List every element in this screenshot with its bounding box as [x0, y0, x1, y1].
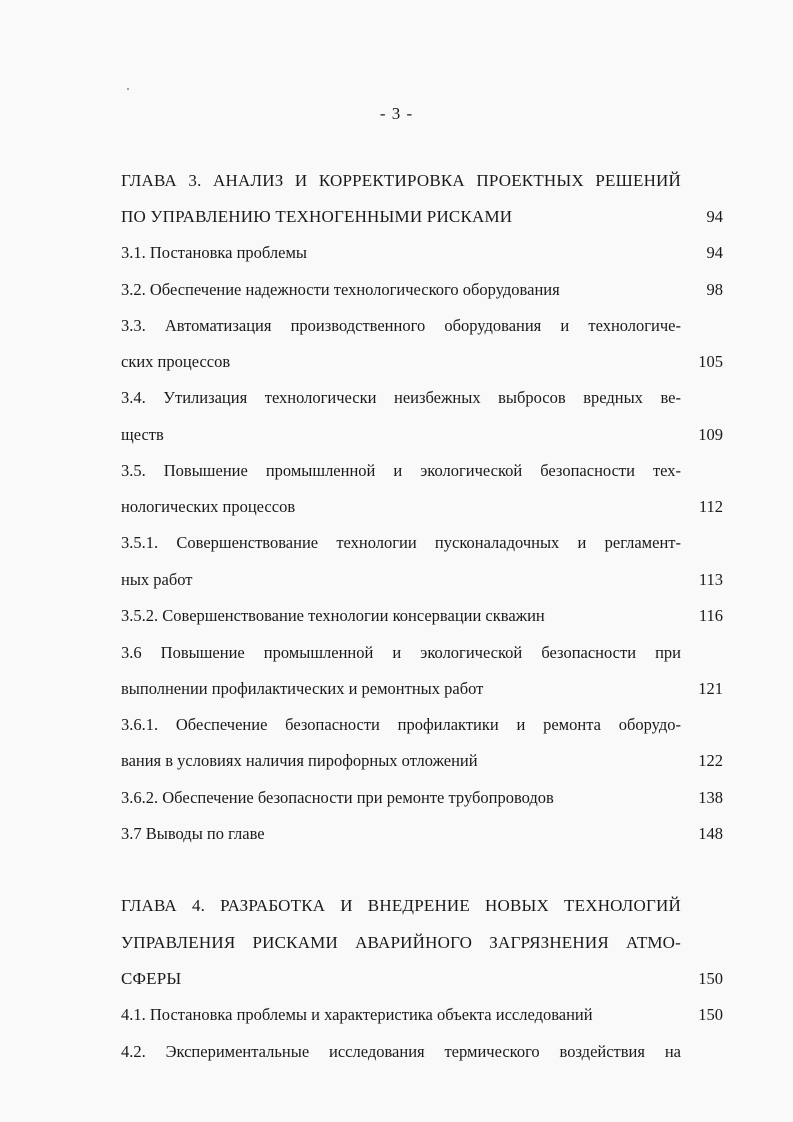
toc-line-page: 113	[698, 570, 723, 589]
toc-line-text: нологических процессов	[121, 497, 296, 516]
toc-line-page: 109	[698, 425, 723, 444]
toc-line	[121, 384, 721, 412]
toc-line	[121, 675, 721, 703]
toc-line-text: 3.2. Обеспечение надежности технологического оборудования	[121, 280, 560, 299]
toc-line-page: 122	[698, 751, 723, 770]
toc-line-text: ПО УПРАВЛЕНИЮ ТЕХНОГЕННЫМИ РИСКАМИ	[121, 207, 513, 226]
toc-line-text: УПРАВЛЕНИЯ РИСКАМИ АВАРИЙНОГО ЗАГРЯЗНЕНИЯ АТМО-	[121, 933, 681, 952]
toc-line-page: 98	[706, 280, 723, 299]
toc-line-page: 105	[698, 352, 723, 371]
toc-line-page: 150	[698, 1005, 723, 1024]
toc-line-text: 3.5. Повышение промышленной и экологической безопасности тех-	[121, 461, 681, 480]
toc-line	[121, 639, 721, 667]
toc-line	[121, 602, 721, 630]
toc-line	[121, 493, 721, 521]
toc-line-text: ских процессов	[121, 352, 231, 371]
toc-line	[121, 312, 721, 340]
toc-line-page: 94	[706, 243, 723, 262]
toc-line	[121, 239, 721, 267]
toc-line-text: 3.5.2. Совершенствование технологии консервации скважин	[121, 606, 545, 625]
scan-speck	[127, 88, 129, 90]
toc-line-text: выполнении профилактических и ремонтных работ	[121, 679, 484, 698]
toc-line-text: 3.4. Утилизация технологически неизбежных выбросов вредных ве-	[121, 388, 681, 407]
toc-line-text: вания в условиях наличия пирофорных отложений	[121, 751, 478, 770]
toc-line	[121, 348, 721, 376]
toc-line-text: ГЛАВА 3. АНАЛИЗ И КОРРЕКТИРОВКА ПРОЕКТНЫХ РЕШЕНИЙ	[121, 171, 681, 190]
toc-line	[121, 965, 721, 993]
toc-line	[121, 892, 721, 920]
toc-line-text: 3.1. Постановка проблемы	[121, 243, 307, 262]
toc-line	[121, 421, 721, 449]
toc-line-text: 3.3. Автоматизация производственного оборудования и технологиче-	[121, 316, 681, 335]
toc-line	[121, 1001, 721, 1029]
toc-line	[121, 457, 721, 485]
toc-line	[121, 711, 721, 739]
toc-line-text: СФЕРЫ	[121, 969, 182, 988]
toc-line-text: 3.5.1. Совершенствование технологии пусконаладочных и регламент-	[121, 533, 681, 552]
toc-line	[121, 167, 721, 195]
toc-line-page: 116	[698, 606, 723, 625]
toc-line-text: ных работ	[121, 570, 193, 589]
toc-line-page: 112	[698, 497, 723, 516]
toc-line-text: 3.7 Выводы по главе	[121, 824, 265, 843]
toc-line-text: 4.2. Экспериментальные исследования термического воздействия на	[121, 1042, 681, 1061]
toc-line-page: 94	[706, 207, 723, 226]
toc-line	[121, 276, 721, 304]
toc-line-page: 150	[698, 969, 723, 988]
page-number: - 3 -	[379, 104, 414, 123]
toc-line	[121, 929, 721, 957]
toc-line-text: 4.1. Постановка проблемы и характеристика объекта исследований	[121, 1005, 593, 1024]
toc-line	[121, 203, 721, 231]
toc-line-text: 3.6.1. Обеспечение безопасности профилактики и ремонта оборудо-	[121, 715, 681, 734]
toc-line	[121, 566, 721, 594]
toc-line	[121, 529, 721, 557]
toc-line-page: 121	[698, 679, 723, 698]
toc-line	[121, 747, 721, 775]
toc-line-page: 148	[698, 824, 723, 843]
toc-line	[121, 1038, 721, 1066]
toc-line-text: ГЛАВА 4. РАЗРАБОТКА И ВНЕДРЕНИЕ НОВЫХ ТЕХНОЛОГИЙ	[121, 896, 681, 915]
toc-line-text: ществ	[121, 425, 164, 444]
toc-line-text: 3.6.2. Обеспечение безопасности при ремонте трубопроводов	[121, 788, 554, 807]
toc-line	[121, 820, 721, 848]
toc-line	[121, 784, 721, 812]
toc-line-page: 138	[698, 788, 723, 807]
toc-line-text: 3.6 Повышение промышленной и экологической безопасности при	[121, 643, 681, 662]
